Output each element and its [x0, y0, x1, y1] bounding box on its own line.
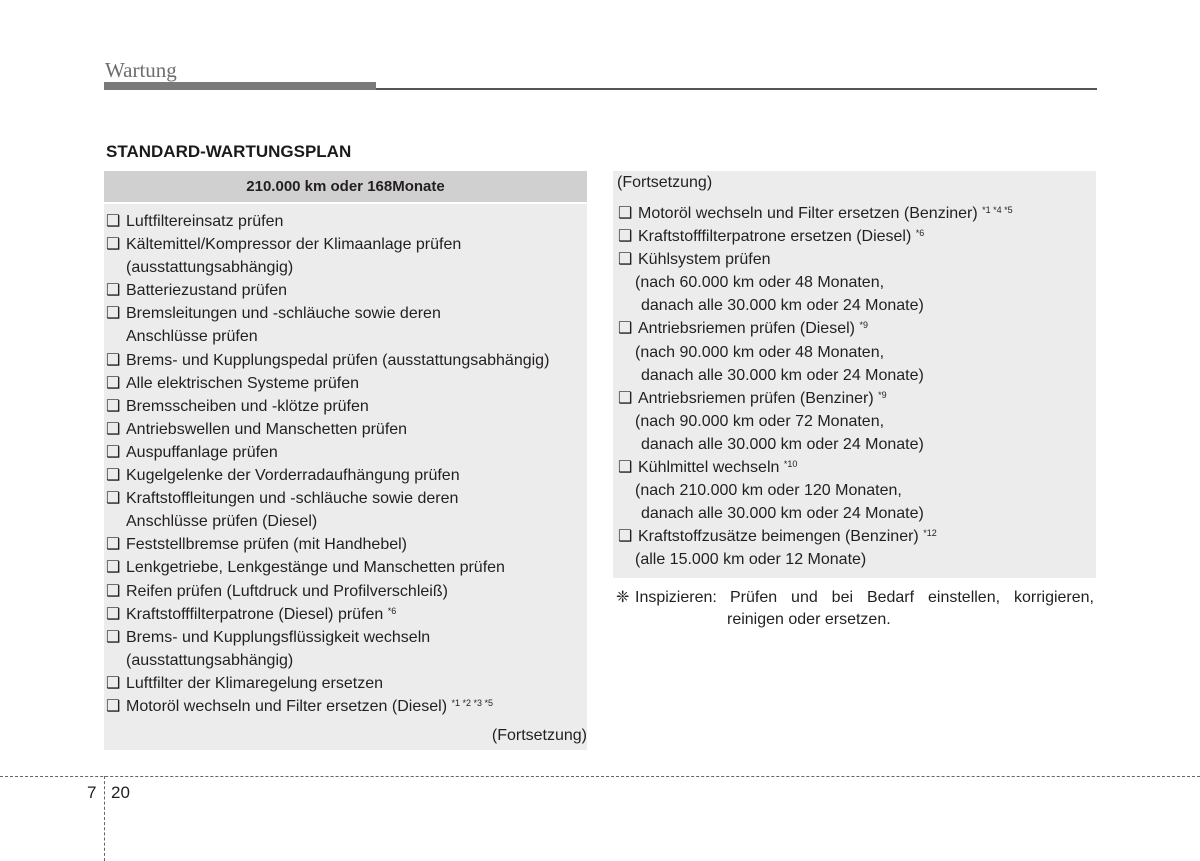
- checkbox-icon: ❑: [106, 490, 121, 508]
- checkbox-icon: ❑: [106, 674, 121, 692]
- item-text: Auspuffanlage prüfen: [126, 443, 278, 461]
- checkbox-icon: ❑: [106, 305, 121, 323]
- checkbox-icon: ❑: [618, 528, 633, 546]
- note-text-line1: Prüfen und bei Bedarf einstellen, korrigieren,: [730, 589, 1094, 606]
- checkbox-icon: ❑: [106, 351, 121, 369]
- interval-header: 210.000 km oder 168Monate: [104, 171, 587, 204]
- item-text: Kühlmittel wechseln: [638, 459, 780, 477]
- checkbox-icon: ❑: [106, 443, 121, 461]
- continued-label: (Fortsetzung): [491, 727, 587, 744]
- checklist-item: [104, 279, 549, 302]
- checklist-item: [104, 556, 549, 579]
- footnote-marker: *6: [915, 228, 925, 239]
- item-text: Kugelgelenke der Vorderradaufhängung prüfen: [126, 467, 460, 485]
- checklist-item: [104, 210, 549, 233]
- item-subtext: (nach 90.000 km oder 72 Monaten,: [635, 412, 885, 430]
- item-subtext: (nach 90.000 km oder 48 Monaten,: [635, 343, 885, 361]
- item-text: Luftfilter der Klimaregelung ersetzen: [126, 674, 384, 692]
- footnote-marker: *10: [783, 459, 798, 470]
- item-subtext: Anschlüsse prüfen (Diesel): [126, 513, 318, 531]
- checkbox-icon: ❑: [106, 605, 121, 623]
- right-maintenance-box: [613, 171, 1096, 578]
- header-rule-thick: [104, 82, 376, 90]
- checklist-item: [613, 525, 1013, 571]
- plan-title: STANDARD-WARTUNGSPLAN: [106, 142, 352, 161]
- note-term: Inspizieren:: [635, 589, 717, 606]
- checklist-item: [104, 603, 549, 626]
- item-text: Feststellbremse prüfen (mit Handhebel): [126, 536, 408, 554]
- checklist-item: [613, 248, 1013, 317]
- item-text: Reifen prüfen (Luftdruck und Profilverschleiß): [126, 582, 448, 600]
- item-text: Kältemittel/Kompressor der Klimaanlage prüfen: [126, 236, 462, 254]
- checkbox-icon: ❑: [106, 536, 121, 554]
- checklist-item: [104, 464, 549, 487]
- item-subtext: (alle 15.000 km oder 12 Monate): [635, 551, 867, 569]
- checkbox-icon: ❑: [106, 559, 121, 577]
- item-text: Kühlsystem prüfen: [638, 251, 771, 269]
- item-text: Lenkgetriebe, Lenkgestänge und Manschetten prüfen: [126, 559, 505, 577]
- item-text: Bremsleitungen und -schläuche sowie deren: [126, 305, 441, 323]
- checklist-item: [613, 202, 1013, 225]
- checkbox-icon: ❑: [618, 459, 633, 477]
- chapter-number: 7: [87, 783, 97, 802]
- checkbox-icon: ❑: [106, 697, 121, 715]
- checkbox-icon: ❑: [106, 628, 121, 646]
- checklist-item: [104, 626, 549, 672]
- item-subtext: danach alle 30.000 km oder 24 Monate): [641, 366, 924, 384]
- item-subtext: danach alle 30.000 km oder 24 Monate): [641, 435, 924, 453]
- checklist-item: [613, 317, 1013, 386]
- checkbox-icon: ❑: [618, 205, 633, 222]
- item-text: Brems- und Kupplungspedal prüfen (ausstattungsabhängig): [126, 351, 550, 369]
- checklist-item: [613, 456, 1013, 525]
- checkbox-icon: ❑: [618, 228, 633, 246]
- checkbox-icon: ❑: [618, 251, 633, 269]
- inspection-note: [616, 587, 1094, 631]
- item-subtext: (nach 60.000 km oder 48 Monaten,: [635, 274, 885, 292]
- checklist-item: [104, 418, 549, 441]
- continuation-label: (Fortsetzung): [617, 174, 713, 191]
- checklist-item: [613, 225, 1013, 248]
- item-subtext: danach alle 30.000 km oder 24 Monate): [641, 297, 924, 315]
- item-text: Kraftstofffilterpatrone ersetzen (Diesel): [638, 228, 912, 246]
- item-text: Brems- und Kupplungsflüssigkeit wechseln: [126, 628, 431, 646]
- page-number: 20: [111, 783, 130, 802]
- note-symbol: ❈: [616, 589, 630, 606]
- checklist-item: [104, 395, 549, 418]
- checklist-item: [104, 349, 549, 372]
- footer-divider: [0, 776, 1200, 777]
- item-text: Luftfiltereinsatz prüfen: [126, 213, 284, 230]
- item-subtext: (ausstattungsabhängig): [126, 259, 294, 277]
- item-text: Alle elektrischen Systeme prüfen: [126, 374, 359, 392]
- item-subtext: (nach 210.000 km oder 120 Monaten,: [635, 482, 902, 500]
- item-text: Antriebswellen und Manschetten prüfen: [126, 420, 408, 438]
- item-text: Motoröl wechseln und Filter ersetzen (Benziner): [638, 205, 978, 222]
- checklist-item: [104, 441, 549, 464]
- item-text: Kraftstoffleitungen und -schläuche sowie deren: [126, 490, 459, 508]
- checklist-item: [104, 672, 549, 695]
- checklist-item: [104, 372, 549, 395]
- left-maintenance-box: [104, 171, 587, 750]
- checklist-item: [104, 233, 549, 279]
- footnote-marker: *9: [859, 320, 868, 331]
- item-text: Batteriezustand prüfen: [126, 282, 287, 300]
- footnote-marker: *12: [923, 528, 937, 539]
- checklist-item: [104, 302, 549, 348]
- footnote-marker: *6: [387, 605, 397, 616]
- item-text: Bremsscheiben und -klötze prüfen: [126, 397, 369, 415]
- checklist-item: [104, 695, 549, 718]
- item-text: Antriebsriemen prüfen (Diesel): [638, 320, 855, 338]
- footnote-marker: *1 *4 *5: [982, 205, 1013, 215]
- checkbox-icon: ❑: [106, 213, 121, 230]
- section-title: Wartung: [105, 58, 177, 82]
- footer-vertical-divider: [104, 776, 105, 861]
- checklist-item: [104, 487, 549, 533]
- checkbox-icon: ❑: [106, 467, 121, 485]
- item-subtext: Anschlüsse prüfen: [126, 328, 258, 346]
- right-checklist: [613, 202, 1013, 572]
- item-subtext: (ausstattungsabhängig): [126, 651, 294, 669]
- item-text: Kraftstofffilterpatrone (Diesel) prüfen: [126, 605, 384, 623]
- checklist-item: [613, 387, 1013, 456]
- footnote-marker: *9: [878, 389, 887, 400]
- item-text: Kraftstoffzusätze beimengen (Benziner): [638, 528, 919, 546]
- checkbox-icon: ❑: [618, 389, 633, 407]
- item-subtext: danach alle 30.000 km oder 24 Monate): [641, 505, 924, 523]
- header-rule-thin: [376, 88, 1097, 90]
- left-checklist: [104, 210, 549, 718]
- note-text-line2: reinigen oder ersetzen.: [727, 611, 891, 628]
- checkbox-icon: ❑: [106, 236, 121, 254]
- checkbox-icon: ❑: [106, 420, 121, 438]
- checkbox-icon: ❑: [618, 320, 633, 338]
- checkbox-icon: ❑: [106, 397, 121, 415]
- item-text: Antriebsriemen prüfen (Benziner): [638, 389, 874, 407]
- checkbox-icon: ❑: [106, 374, 121, 392]
- checklist-item: [104, 580, 549, 603]
- checkbox-icon: ❑: [106, 582, 121, 600]
- footnote-marker: *1 *2 *3 *5: [451, 697, 494, 708]
- checklist-item: [104, 533, 549, 556]
- checkbox-icon: ❑: [106, 282, 121, 300]
- item-text: Motoröl wechseln und Filter ersetzen (Diesel): [126, 697, 448, 715]
